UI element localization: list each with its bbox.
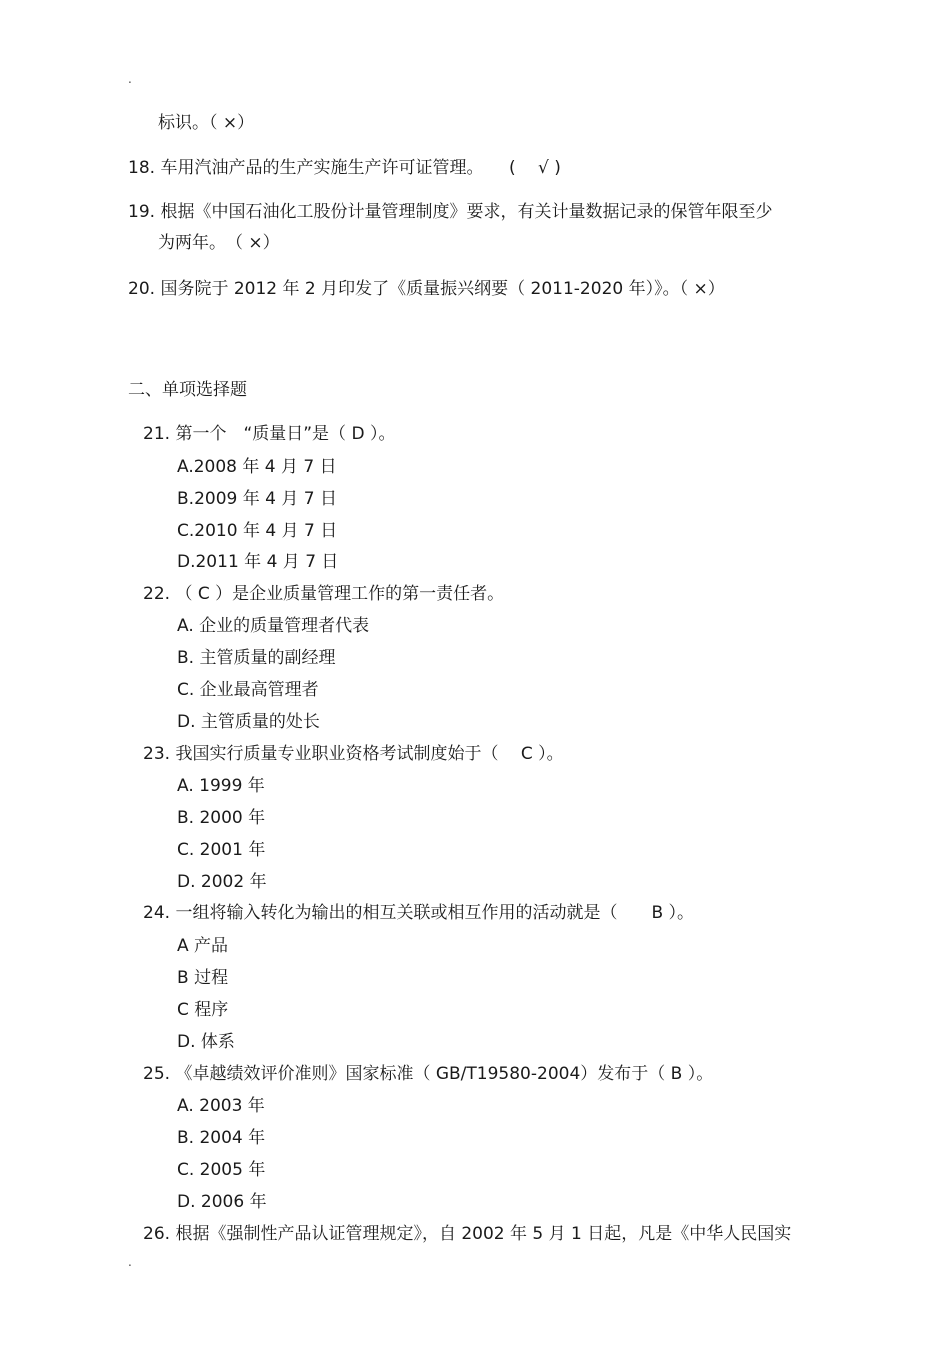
- question-26-stem: 26. 根据《强制性产品认证管理规定》，自 2002 年 5 月 1 日起，凡是《中华人民国实: [143, 1224, 792, 1244]
- question-21-option-b: B.2009 年 4 月 7 日: [177, 489, 337, 509]
- question-23-option-d: D. 2002 年: [177, 872, 267, 892]
- question-24-option-c: C 程序: [177, 1000, 229, 1020]
- question-21-stem: 21. 第一个 “质量日”是（ D ）。: [143, 424, 396, 444]
- question-23-option-b: B. 2000 年: [177, 808, 266, 828]
- question-25-option-a: A. 2003 年: [177, 1096, 265, 1116]
- question-22-option-c: C. 企业最高管理者: [177, 680, 319, 700]
- question-25-option-b: B. 2004 年: [177, 1128, 266, 1148]
- section-title: 二、单项选择题: [128, 380, 247, 400]
- question-24-option-b: B 过程: [177, 968, 229, 988]
- question-25-stem: 25. 《卓越绩效评价准则》国家标准（ GB/T19580-2004）发布于（ B ）。: [143, 1064, 714, 1084]
- question-22-option-a: A. 企业的质量管理者代表: [177, 616, 370, 636]
- bottom-mark: .: [128, 1255, 132, 1269]
- question-22-stem: 22. （ C ）是企业质量管理工作的第一责任者。: [143, 584, 505, 604]
- question-18: 18. 车用汽油产品的生产实施生产许可证管理。 ( √ ): [128, 158, 561, 178]
- question-24-option-a: A 产品: [177, 936, 229, 956]
- question-22-option-b: B. 主管质量的副经理: [177, 648, 336, 668]
- question-21-option-a: A.2008 年 4 月 7 日: [177, 457, 337, 477]
- question-20: 20. 国务院于 2012 年 2 月印发了《质量振兴纲要（ 2011-2020 年）》。（ ×）: [128, 279, 725, 299]
- question-21-option-c: C.2010 年 4 月 7 日: [177, 521, 338, 541]
- question-19-line1: 19. 根据《中国石油化工股份计量管理制度》要求，有关计量数据记录的保管年限至少: [128, 202, 773, 222]
- question-23-option-c: C. 2001 年: [177, 840, 266, 860]
- question-22-option-d: D. 主管质量的处长: [177, 712, 320, 732]
- question-25-option-c: C. 2005 年: [177, 1160, 266, 1180]
- question-24-option-d: D. 体系: [177, 1032, 235, 1052]
- question-23-stem: 23. 我国实行质量专业职业资格考试制度始于（ C ）。: [143, 744, 564, 764]
- q17-continuation: 标识。（ ×）: [158, 113, 255, 133]
- question-19-line2: 为两年。 （ ×）: [158, 233, 280, 253]
- question-24-stem: 24. 一组将输入转化为输出的相互关联或相互作用的活动就是（ B ）。: [143, 903, 695, 923]
- question-21-option-d: D.2011 年 4 月 7 日: [177, 552, 339, 572]
- question-23-option-a: A. 1999 年: [177, 776, 265, 796]
- question-25-option-d: D. 2006 年: [177, 1192, 267, 1212]
- top-mark: .: [128, 72, 132, 86]
